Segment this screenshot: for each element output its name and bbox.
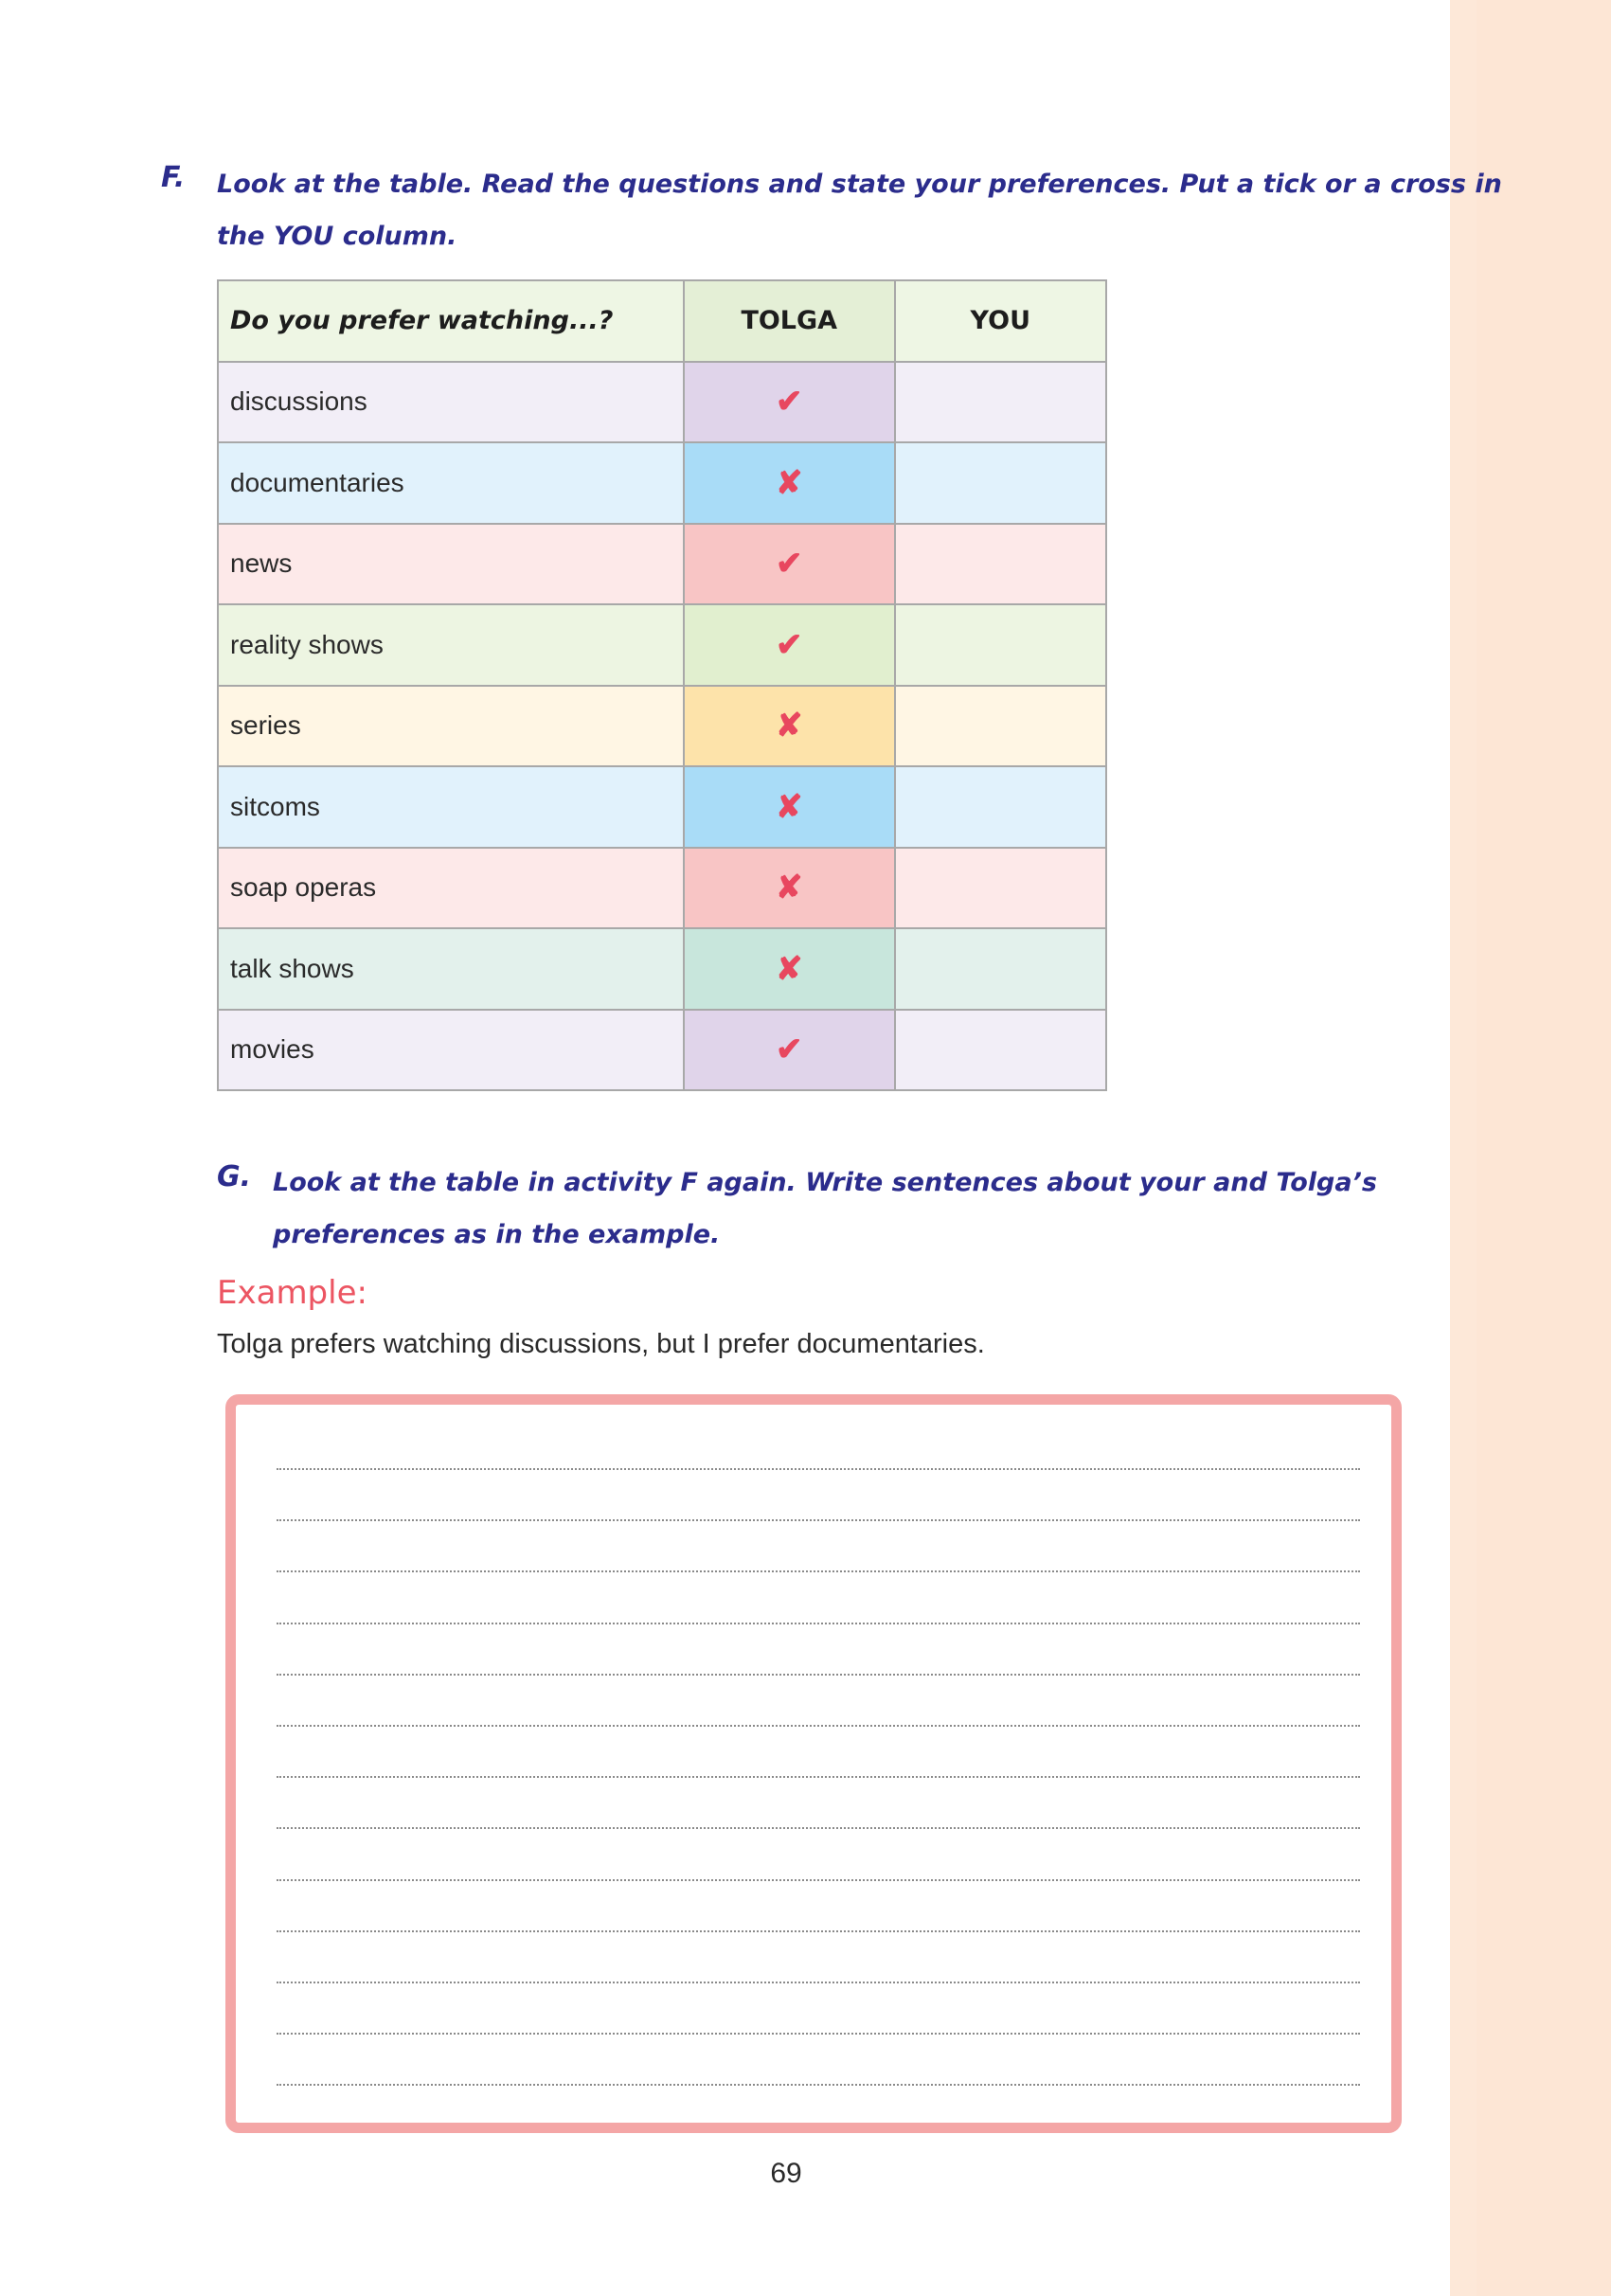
example-label: Example: bbox=[217, 1274, 367, 1312]
tolga-cross-icon: ✘ bbox=[684, 686, 895, 767]
header-you: YOU bbox=[895, 280, 1106, 362]
row-item-label: documentaries bbox=[218, 442, 684, 524]
row-item-label: reality shows bbox=[218, 604, 684, 686]
writing-line[interactable] bbox=[277, 2084, 1360, 2086]
header-tolga: TOLGA bbox=[684, 280, 895, 362]
writing-line[interactable] bbox=[277, 1776, 1360, 1778]
tolga-cross-icon: ✘ bbox=[684, 766, 895, 848]
section-f-letter: F. bbox=[161, 161, 186, 194]
writing-line[interactable] bbox=[277, 1623, 1360, 1624]
writing-line[interactable] bbox=[277, 1674, 1360, 1676]
table-row bbox=[218, 442, 1106, 524]
table-header-row bbox=[218, 280, 1106, 362]
writing-line[interactable] bbox=[277, 1879, 1360, 1881]
tolga-cross-icon: ✘ bbox=[684, 928, 895, 1010]
you-answer-cell[interactable] bbox=[895, 928, 1106, 1010]
writing-line[interactable] bbox=[277, 1468, 1360, 1470]
writing-line[interactable] bbox=[277, 1519, 1360, 1521]
section-g-instruction-line1: Look at the table in activity F again. Write sentences about your and Tolga’s bbox=[273, 1168, 1377, 1197]
you-answer-cell[interactable] bbox=[895, 1010, 1106, 1091]
row-item-label: soap operas bbox=[218, 848, 684, 929]
table-row bbox=[218, 848, 1106, 929]
section-g-letter: G. bbox=[217, 1160, 252, 1193]
tolga-tick-icon: ✔ bbox=[684, 604, 895, 686]
you-answer-cell[interactable] bbox=[895, 442, 1106, 524]
section-f-instruction-line1: Look at the table. Read the questions and state your preferences. Put a tick or a cross in bbox=[217, 170, 1502, 199]
tolga-tick-icon: ✔ bbox=[684, 362, 895, 443]
table-row bbox=[218, 1010, 1106, 1091]
writing-line[interactable] bbox=[277, 1725, 1360, 1727]
tolga-cross-icon: ✘ bbox=[684, 848, 895, 929]
you-answer-cell[interactable] bbox=[895, 766, 1106, 848]
section-f-instruction-line2: the YOU column. bbox=[217, 222, 457, 251]
row-item-label: series bbox=[218, 686, 684, 767]
row-item-label: movies bbox=[218, 1010, 684, 1091]
tolga-cross-icon: ✘ bbox=[684, 442, 895, 524]
example-sentence: Tolga prefers watching discussions, but I prefer documentaries. bbox=[217, 1329, 985, 1359]
writing-line[interactable] bbox=[277, 1827, 1360, 1829]
row-item-label: discussions bbox=[218, 362, 684, 443]
writing-line[interactable] bbox=[277, 1570, 1360, 1572]
table-row bbox=[218, 766, 1106, 848]
you-answer-cell[interactable] bbox=[895, 604, 1106, 686]
table-row bbox=[218, 362, 1106, 443]
you-answer-cell[interactable] bbox=[895, 362, 1106, 443]
writing-line[interactable] bbox=[277, 2033, 1360, 2035]
you-answer-cell[interactable] bbox=[895, 848, 1106, 929]
row-item-label: talk shows bbox=[218, 928, 684, 1010]
section-g-instruction-line2: preferences as in the example. bbox=[273, 1220, 721, 1249]
you-answer-cell[interactable] bbox=[895, 686, 1106, 767]
table-row bbox=[218, 524, 1106, 605]
writing-area[interactable] bbox=[225, 1394, 1402, 2133]
tolga-tick-icon: ✔ bbox=[684, 1010, 895, 1091]
page-number: 69 bbox=[770, 2158, 802, 2189]
header-question: Do you prefer watching...? bbox=[218, 280, 684, 362]
table-row bbox=[218, 686, 1106, 767]
writing-line[interactable] bbox=[277, 1930, 1360, 1932]
row-item-label: news bbox=[218, 524, 684, 605]
writing-line[interactable] bbox=[277, 1982, 1360, 1983]
tolga-tick-icon: ✔ bbox=[684, 524, 895, 605]
you-answer-cell[interactable] bbox=[895, 524, 1106, 605]
table-row bbox=[218, 604, 1106, 686]
page-margin-band-inner bbox=[1477, 0, 1611, 2296]
table-row bbox=[218, 928, 1106, 1010]
preferences-table bbox=[217, 279, 1107, 1091]
row-item-label: sitcoms bbox=[218, 766, 684, 848]
